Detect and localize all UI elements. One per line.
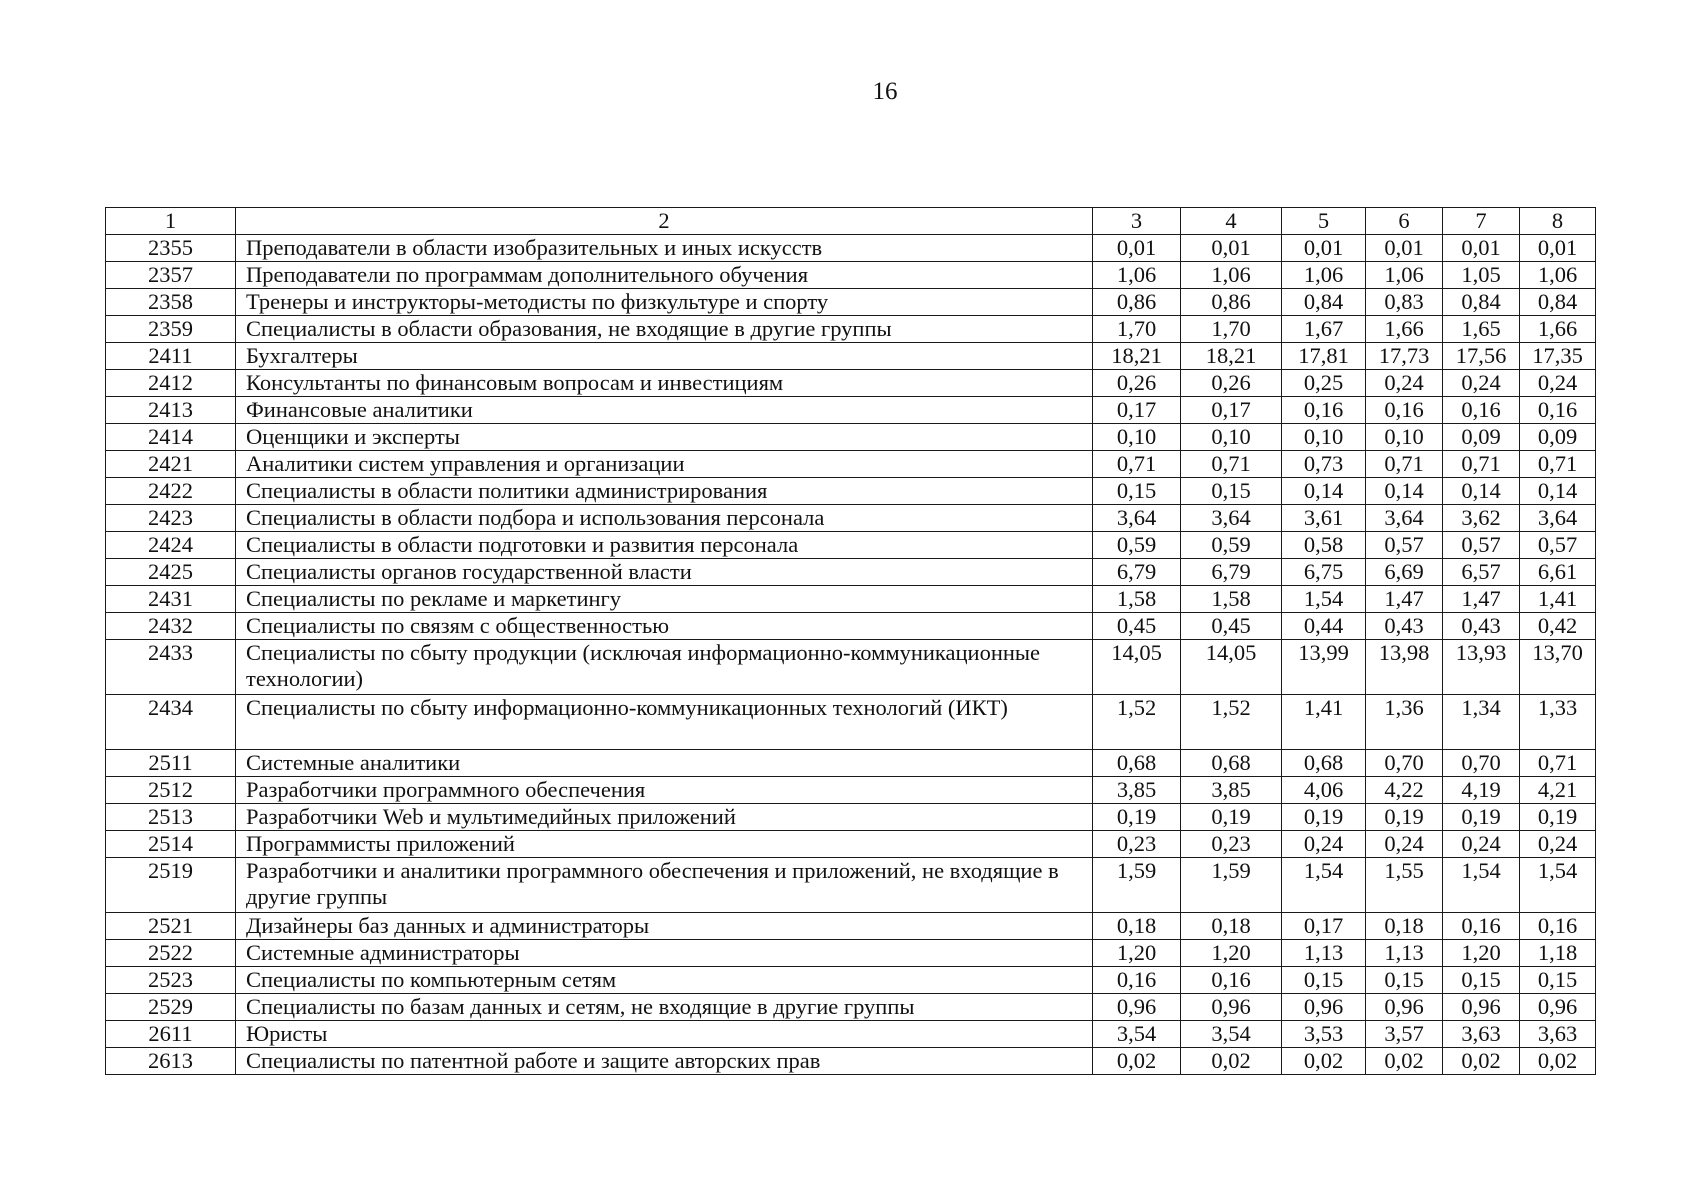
table-row — [106, 940, 1596, 967]
value-cell: 0,19 — [1282, 804, 1366, 831]
occupation-code: 2519 — [106, 858, 236, 913]
value-cell: 1,55 — [1366, 858, 1443, 913]
occupation-code: 2358 — [106, 289, 236, 316]
occupation-name: Разработчики и аналитики программного обеспечения и приложений, не входящие в другие группы — [236, 858, 1093, 913]
value-cell: 1,58 — [1093, 586, 1181, 613]
value-cell: 0,19 — [1366, 804, 1443, 831]
header-row — [106, 208, 1596, 235]
value-cell: 0,10 — [1181, 424, 1282, 451]
value-cell: 0,96 — [1443, 994, 1520, 1021]
table-row — [106, 586, 1596, 613]
occupation-code: 2523 — [106, 967, 236, 994]
table-row — [106, 478, 1596, 505]
value-cell: 0,16 — [1282, 397, 1366, 424]
value-cell: 0,71 — [1093, 451, 1181, 478]
value-cell: 1,20 — [1093, 940, 1181, 967]
value-cell: 18,21 — [1181, 343, 1282, 370]
value-cell: 0,96 — [1366, 994, 1443, 1021]
value-cell: 0,43 — [1443, 613, 1520, 640]
occupation-code: 2357 — [106, 262, 236, 289]
value-cell: 3,64 — [1093, 505, 1181, 532]
occupation-name: Преподаватели по программам дополнительного обучения — [236, 262, 1093, 289]
value-cell: 0,24 — [1366, 831, 1443, 858]
value-cell: 0,71 — [1443, 451, 1520, 478]
occupation-name: Специалисты по базам данных и сетям, не входящие в другие группы — [236, 994, 1093, 1021]
occupation-code: 2414 — [106, 424, 236, 451]
value-cell: 0,24 — [1443, 831, 1520, 858]
value-cell: 0,71 — [1181, 451, 1282, 478]
value-cell: 1,34 — [1443, 695, 1520, 750]
value-cell: 0,23 — [1181, 831, 1282, 858]
value-cell: 0,73 — [1282, 451, 1366, 478]
occupation-table — [105, 207, 1596, 1075]
occupation-code: 2511 — [106, 750, 236, 777]
value-cell: 0,10 — [1366, 424, 1443, 451]
column-header: 7 — [1443, 208, 1520, 235]
value-cell: 6,69 — [1366, 559, 1443, 586]
value-cell: 0,09 — [1520, 424, 1596, 451]
occupation-code: 2359 — [106, 316, 236, 343]
occupation-code: 2522 — [106, 940, 236, 967]
value-cell: 3,64 — [1520, 505, 1596, 532]
table-row — [106, 559, 1596, 586]
value-cell: 14,05 — [1181, 640, 1282, 695]
value-cell: 4,19 — [1443, 777, 1520, 804]
value-cell: 1,36 — [1366, 695, 1443, 750]
value-cell: 1,58 — [1181, 586, 1282, 613]
table-row — [106, 913, 1596, 940]
value-cell: 0,70 — [1366, 750, 1443, 777]
value-cell: 3,61 — [1282, 505, 1366, 532]
occupation-code: 2514 — [106, 831, 236, 858]
value-cell: 14,05 — [1093, 640, 1181, 695]
value-cell: 0,96 — [1282, 994, 1366, 1021]
value-cell: 3,54 — [1093, 1021, 1181, 1048]
value-cell: 3,57 — [1366, 1021, 1443, 1048]
value-cell: 0,16 — [1093, 967, 1181, 994]
occupation-code: 2432 — [106, 613, 236, 640]
column-header: 8 — [1520, 208, 1596, 235]
value-cell: 1,05 — [1443, 262, 1520, 289]
table-row — [106, 262, 1596, 289]
value-cell: 0,18 — [1366, 913, 1443, 940]
occupation-name: Специалисты по сбыту продукции (исключая информационно-коммуникационные технологии) — [236, 640, 1093, 695]
value-cell: 0,15 — [1443, 967, 1520, 994]
occupation-code: 2355 — [106, 235, 236, 262]
value-cell: 3,63 — [1520, 1021, 1596, 1048]
table-row — [106, 235, 1596, 262]
table-row — [106, 532, 1596, 559]
value-cell: 4,22 — [1366, 777, 1443, 804]
table-row — [106, 424, 1596, 451]
table-row — [106, 695, 1596, 750]
value-cell: 0,15 — [1520, 967, 1596, 994]
value-cell: 1,06 — [1093, 262, 1181, 289]
occupation-name: Финансовые аналитики — [236, 397, 1093, 424]
value-cell: 1,47 — [1443, 586, 1520, 613]
value-cell: 0,09 — [1443, 424, 1520, 451]
value-cell: 4,21 — [1520, 777, 1596, 804]
value-cell: 1,18 — [1520, 940, 1596, 967]
value-cell: 0,18 — [1181, 913, 1282, 940]
value-cell: 6,79 — [1093, 559, 1181, 586]
value-cell: 1,67 — [1282, 316, 1366, 343]
value-cell: 13,93 — [1443, 640, 1520, 695]
value-cell: 3,63 — [1443, 1021, 1520, 1048]
value-cell: 1,54 — [1282, 858, 1366, 913]
value-cell: 0,96 — [1181, 994, 1282, 1021]
value-cell: 6,57 — [1443, 559, 1520, 586]
table-body — [106, 208, 1596, 1075]
occupation-name: Оценщики и эксперты — [236, 424, 1093, 451]
occupation-name: Преподаватели в области изобразительных и иных искусств — [236, 235, 1093, 262]
table-row — [106, 777, 1596, 804]
table-row — [106, 289, 1596, 316]
occupation-code: 2423 — [106, 505, 236, 532]
value-cell: 0,01 — [1282, 235, 1366, 262]
value-cell: 1,66 — [1520, 316, 1596, 343]
value-cell: 0,17 — [1181, 397, 1282, 424]
value-cell: 1,59 — [1181, 858, 1282, 913]
column-header: 4 — [1181, 208, 1282, 235]
occupation-code: 2613 — [106, 1048, 236, 1075]
value-cell: 3,53 — [1282, 1021, 1366, 1048]
value-cell: 0,16 — [1181, 967, 1282, 994]
value-cell: 0,24 — [1520, 831, 1596, 858]
occupation-code: 2431 — [106, 586, 236, 613]
value-cell: 0,02 — [1520, 1048, 1596, 1075]
value-cell: 0,19 — [1181, 804, 1282, 831]
occupation-name: Консультанты по финансовым вопросам и инвестициям — [236, 370, 1093, 397]
value-cell: 0,01 — [1181, 235, 1282, 262]
occupation-name: Дизайнеры баз данных и администраторы — [236, 913, 1093, 940]
occupation-code: 2421 — [106, 451, 236, 478]
value-cell: 0,19 — [1443, 804, 1520, 831]
value-cell: 0,43 — [1366, 613, 1443, 640]
occupation-name: Тренеры и инструкторы-методисты по физкультуре и спорту — [236, 289, 1093, 316]
value-cell: 3,62 — [1443, 505, 1520, 532]
occupation-name: Специалисты по сбыту информационно-коммуникационных технологий (ИКТ) — [236, 695, 1093, 750]
value-cell: 0,14 — [1520, 478, 1596, 505]
value-cell: 6,61 — [1520, 559, 1596, 586]
value-cell: 6,75 — [1282, 559, 1366, 586]
value-cell: 1,41 — [1520, 586, 1596, 613]
value-cell: 0,14 — [1282, 478, 1366, 505]
value-cell: 0,86 — [1181, 289, 1282, 316]
occupation-code: 2422 — [106, 478, 236, 505]
table-row — [106, 640, 1596, 695]
occupation-name: Специалисты по патентной работе и защите авторских прав — [236, 1048, 1093, 1075]
table-row — [106, 370, 1596, 397]
table-row — [106, 505, 1596, 532]
page-number: 16 — [872, 78, 898, 105]
value-cell: 13,98 — [1366, 640, 1443, 695]
table-row — [106, 967, 1596, 994]
value-cell: 0,01 — [1093, 235, 1181, 262]
value-cell: 0,45 — [1181, 613, 1282, 640]
occupation-name: Специалисты по рекламе и маркетингу — [236, 586, 1093, 613]
value-cell: 0,70 — [1443, 750, 1520, 777]
value-cell: 0,15 — [1181, 478, 1282, 505]
occupation-name: Специалисты по компьютерным сетям — [236, 967, 1093, 994]
value-cell: 1,59 — [1093, 858, 1181, 913]
occupation-code: 2521 — [106, 913, 236, 940]
value-cell: 0,96 — [1520, 994, 1596, 1021]
occupation-name: Специалисты органов государственной власти — [236, 559, 1093, 586]
value-cell: 1,54 — [1520, 858, 1596, 913]
value-cell: 0,24 — [1443, 370, 1520, 397]
occupation-code: 2512 — [106, 777, 236, 804]
occupation-code: 2413 — [106, 397, 236, 424]
value-cell: 0,15 — [1093, 478, 1181, 505]
value-cell: 0,23 — [1093, 831, 1181, 858]
occupation-code: 2424 — [106, 532, 236, 559]
value-cell: 1,06 — [1282, 262, 1366, 289]
value-cell: 0,59 — [1181, 532, 1282, 559]
occupation-name: Специалисты в области подбора и использования персонала — [236, 505, 1093, 532]
value-cell: 0,02 — [1181, 1048, 1282, 1075]
value-cell: 1,52 — [1181, 695, 1282, 750]
value-cell: 17,35 — [1520, 343, 1596, 370]
value-cell: 13,70 — [1520, 640, 1596, 695]
value-cell: 17,81 — [1282, 343, 1366, 370]
table-row — [106, 613, 1596, 640]
value-cell: 1,06 — [1181, 262, 1282, 289]
value-cell: 0,68 — [1093, 750, 1181, 777]
value-cell: 1,33 — [1520, 695, 1596, 750]
value-cell: 0,01 — [1366, 235, 1443, 262]
value-cell: 0,57 — [1366, 532, 1443, 559]
value-cell: 13,99 — [1282, 640, 1366, 695]
value-cell: 1,06 — [1366, 262, 1443, 289]
value-cell: 0,19 — [1093, 804, 1181, 831]
value-cell: 0,01 — [1520, 235, 1596, 262]
occupation-name: Специалисты в области подготовки и развития персонала — [236, 532, 1093, 559]
occupation-code: 2513 — [106, 804, 236, 831]
occupation-code: 2411 — [106, 343, 236, 370]
value-cell: 0,58 — [1282, 532, 1366, 559]
value-cell: 1,70 — [1093, 316, 1181, 343]
value-cell: 0,02 — [1093, 1048, 1181, 1075]
value-cell: 0,02 — [1282, 1048, 1366, 1075]
value-cell: 0,71 — [1366, 451, 1443, 478]
value-cell: 0,57 — [1520, 532, 1596, 559]
value-cell: 0,84 — [1443, 289, 1520, 316]
value-cell: 0,84 — [1520, 289, 1596, 316]
value-cell: 0,44 — [1282, 613, 1366, 640]
value-cell: 17,56 — [1443, 343, 1520, 370]
table-row — [106, 831, 1596, 858]
value-cell: 0,19 — [1520, 804, 1596, 831]
value-cell: 0,71 — [1520, 451, 1596, 478]
occupation-name: Системные администраторы — [236, 940, 1093, 967]
column-header: 2 — [236, 208, 1093, 235]
value-cell: 3,85 — [1093, 777, 1181, 804]
value-cell: 0,84 — [1282, 289, 1366, 316]
table-row — [106, 343, 1596, 370]
table-row — [106, 1021, 1596, 1048]
value-cell: 0,45 — [1093, 613, 1181, 640]
value-cell: 3,64 — [1181, 505, 1282, 532]
value-cell: 0,25 — [1282, 370, 1366, 397]
value-cell: 1,06 — [1520, 262, 1596, 289]
value-cell: 0,26 — [1093, 370, 1181, 397]
value-cell: 0,71 — [1520, 750, 1596, 777]
value-cell: 17,73 — [1366, 343, 1443, 370]
value-cell: 0,16 — [1443, 397, 1520, 424]
value-cell: 0,18 — [1093, 913, 1181, 940]
value-cell: 0,02 — [1443, 1048, 1520, 1075]
occupation-code: 2611 — [106, 1021, 236, 1048]
value-cell: 0,24 — [1520, 370, 1596, 397]
column-header: 6 — [1366, 208, 1443, 235]
occupation-name: Специалисты в области образования, не входящие в другие группы — [236, 316, 1093, 343]
table-row — [106, 750, 1596, 777]
value-cell: 1,13 — [1282, 940, 1366, 967]
occupation-name: Аналитики систем управления и организации — [236, 451, 1093, 478]
value-cell: 0,42 — [1520, 613, 1596, 640]
table-row — [106, 1048, 1596, 1075]
value-cell: 0,17 — [1282, 913, 1366, 940]
value-cell: 0,16 — [1520, 397, 1596, 424]
occupation-code: 2425 — [106, 559, 236, 586]
value-cell: 0,02 — [1366, 1048, 1443, 1075]
value-cell: 1,20 — [1181, 940, 1282, 967]
value-cell: 0,83 — [1366, 289, 1443, 316]
value-cell: 0,26 — [1181, 370, 1282, 397]
value-cell: 0,10 — [1282, 424, 1366, 451]
value-cell: 1,20 — [1443, 940, 1520, 967]
value-cell: 0,16 — [1443, 913, 1520, 940]
occupation-name: Системные аналитики — [236, 750, 1093, 777]
value-cell: 0,15 — [1366, 967, 1443, 994]
occupation-code: 2433 — [106, 640, 236, 695]
table-row — [106, 451, 1596, 478]
occupation-name: Специалисты в области политики администрирования — [236, 478, 1093, 505]
value-cell: 0,01 — [1443, 235, 1520, 262]
table-row — [106, 316, 1596, 343]
value-cell: 1,41 — [1282, 695, 1366, 750]
column-header: 3 — [1093, 208, 1181, 235]
value-cell: 0,68 — [1181, 750, 1282, 777]
value-cell: 0,15 — [1282, 967, 1366, 994]
occupation-name: Разработчики программного обеспечения — [236, 777, 1093, 804]
column-header: 1 — [106, 208, 236, 235]
value-cell: 1,47 — [1366, 586, 1443, 613]
value-cell: 18,21 — [1093, 343, 1181, 370]
column-header: 5 — [1282, 208, 1366, 235]
occupation-code: 2434 — [106, 695, 236, 750]
value-cell: 3,54 — [1181, 1021, 1282, 1048]
value-cell: 1,54 — [1443, 858, 1520, 913]
value-cell: 1,66 — [1366, 316, 1443, 343]
value-cell: 0,57 — [1443, 532, 1520, 559]
value-cell: 0,96 — [1093, 994, 1181, 1021]
value-cell: 1,65 — [1443, 316, 1520, 343]
value-cell: 0,24 — [1282, 831, 1366, 858]
value-cell: 0,16 — [1520, 913, 1596, 940]
value-cell: 3,64 — [1366, 505, 1443, 532]
table-row — [106, 397, 1596, 424]
table-row — [106, 858, 1596, 913]
value-cell: 0,24 — [1366, 370, 1443, 397]
occupation-code: 2412 — [106, 370, 236, 397]
occupation-name: Программисты приложений — [236, 831, 1093, 858]
occupation-name: Юристы — [236, 1021, 1093, 1048]
table-row — [106, 804, 1596, 831]
value-cell: 3,85 — [1181, 777, 1282, 804]
value-cell: 0,16 — [1366, 397, 1443, 424]
value-cell: 1,54 — [1282, 586, 1366, 613]
value-cell: 0,14 — [1443, 478, 1520, 505]
value-cell: 4,06 — [1282, 777, 1366, 804]
occupation-name: Бухгалтеры — [236, 343, 1093, 370]
value-cell: 0,86 — [1093, 289, 1181, 316]
value-cell: 1,13 — [1366, 940, 1443, 967]
value-cell: 0,17 — [1093, 397, 1181, 424]
value-cell: 0,10 — [1093, 424, 1181, 451]
value-cell: 0,68 — [1282, 750, 1366, 777]
value-cell: 1,70 — [1181, 316, 1282, 343]
value-cell: 1,52 — [1093, 695, 1181, 750]
occupation-code: 2529 — [106, 994, 236, 1021]
value-cell: 6,79 — [1181, 559, 1282, 586]
occupation-name: Разработчики Web и мультимедийных приложений — [236, 804, 1093, 831]
value-cell: 0,14 — [1366, 478, 1443, 505]
occupation-name: Специалисты по связям с общественностью — [236, 613, 1093, 640]
value-cell: 0,59 — [1093, 532, 1181, 559]
table-row — [106, 994, 1596, 1021]
